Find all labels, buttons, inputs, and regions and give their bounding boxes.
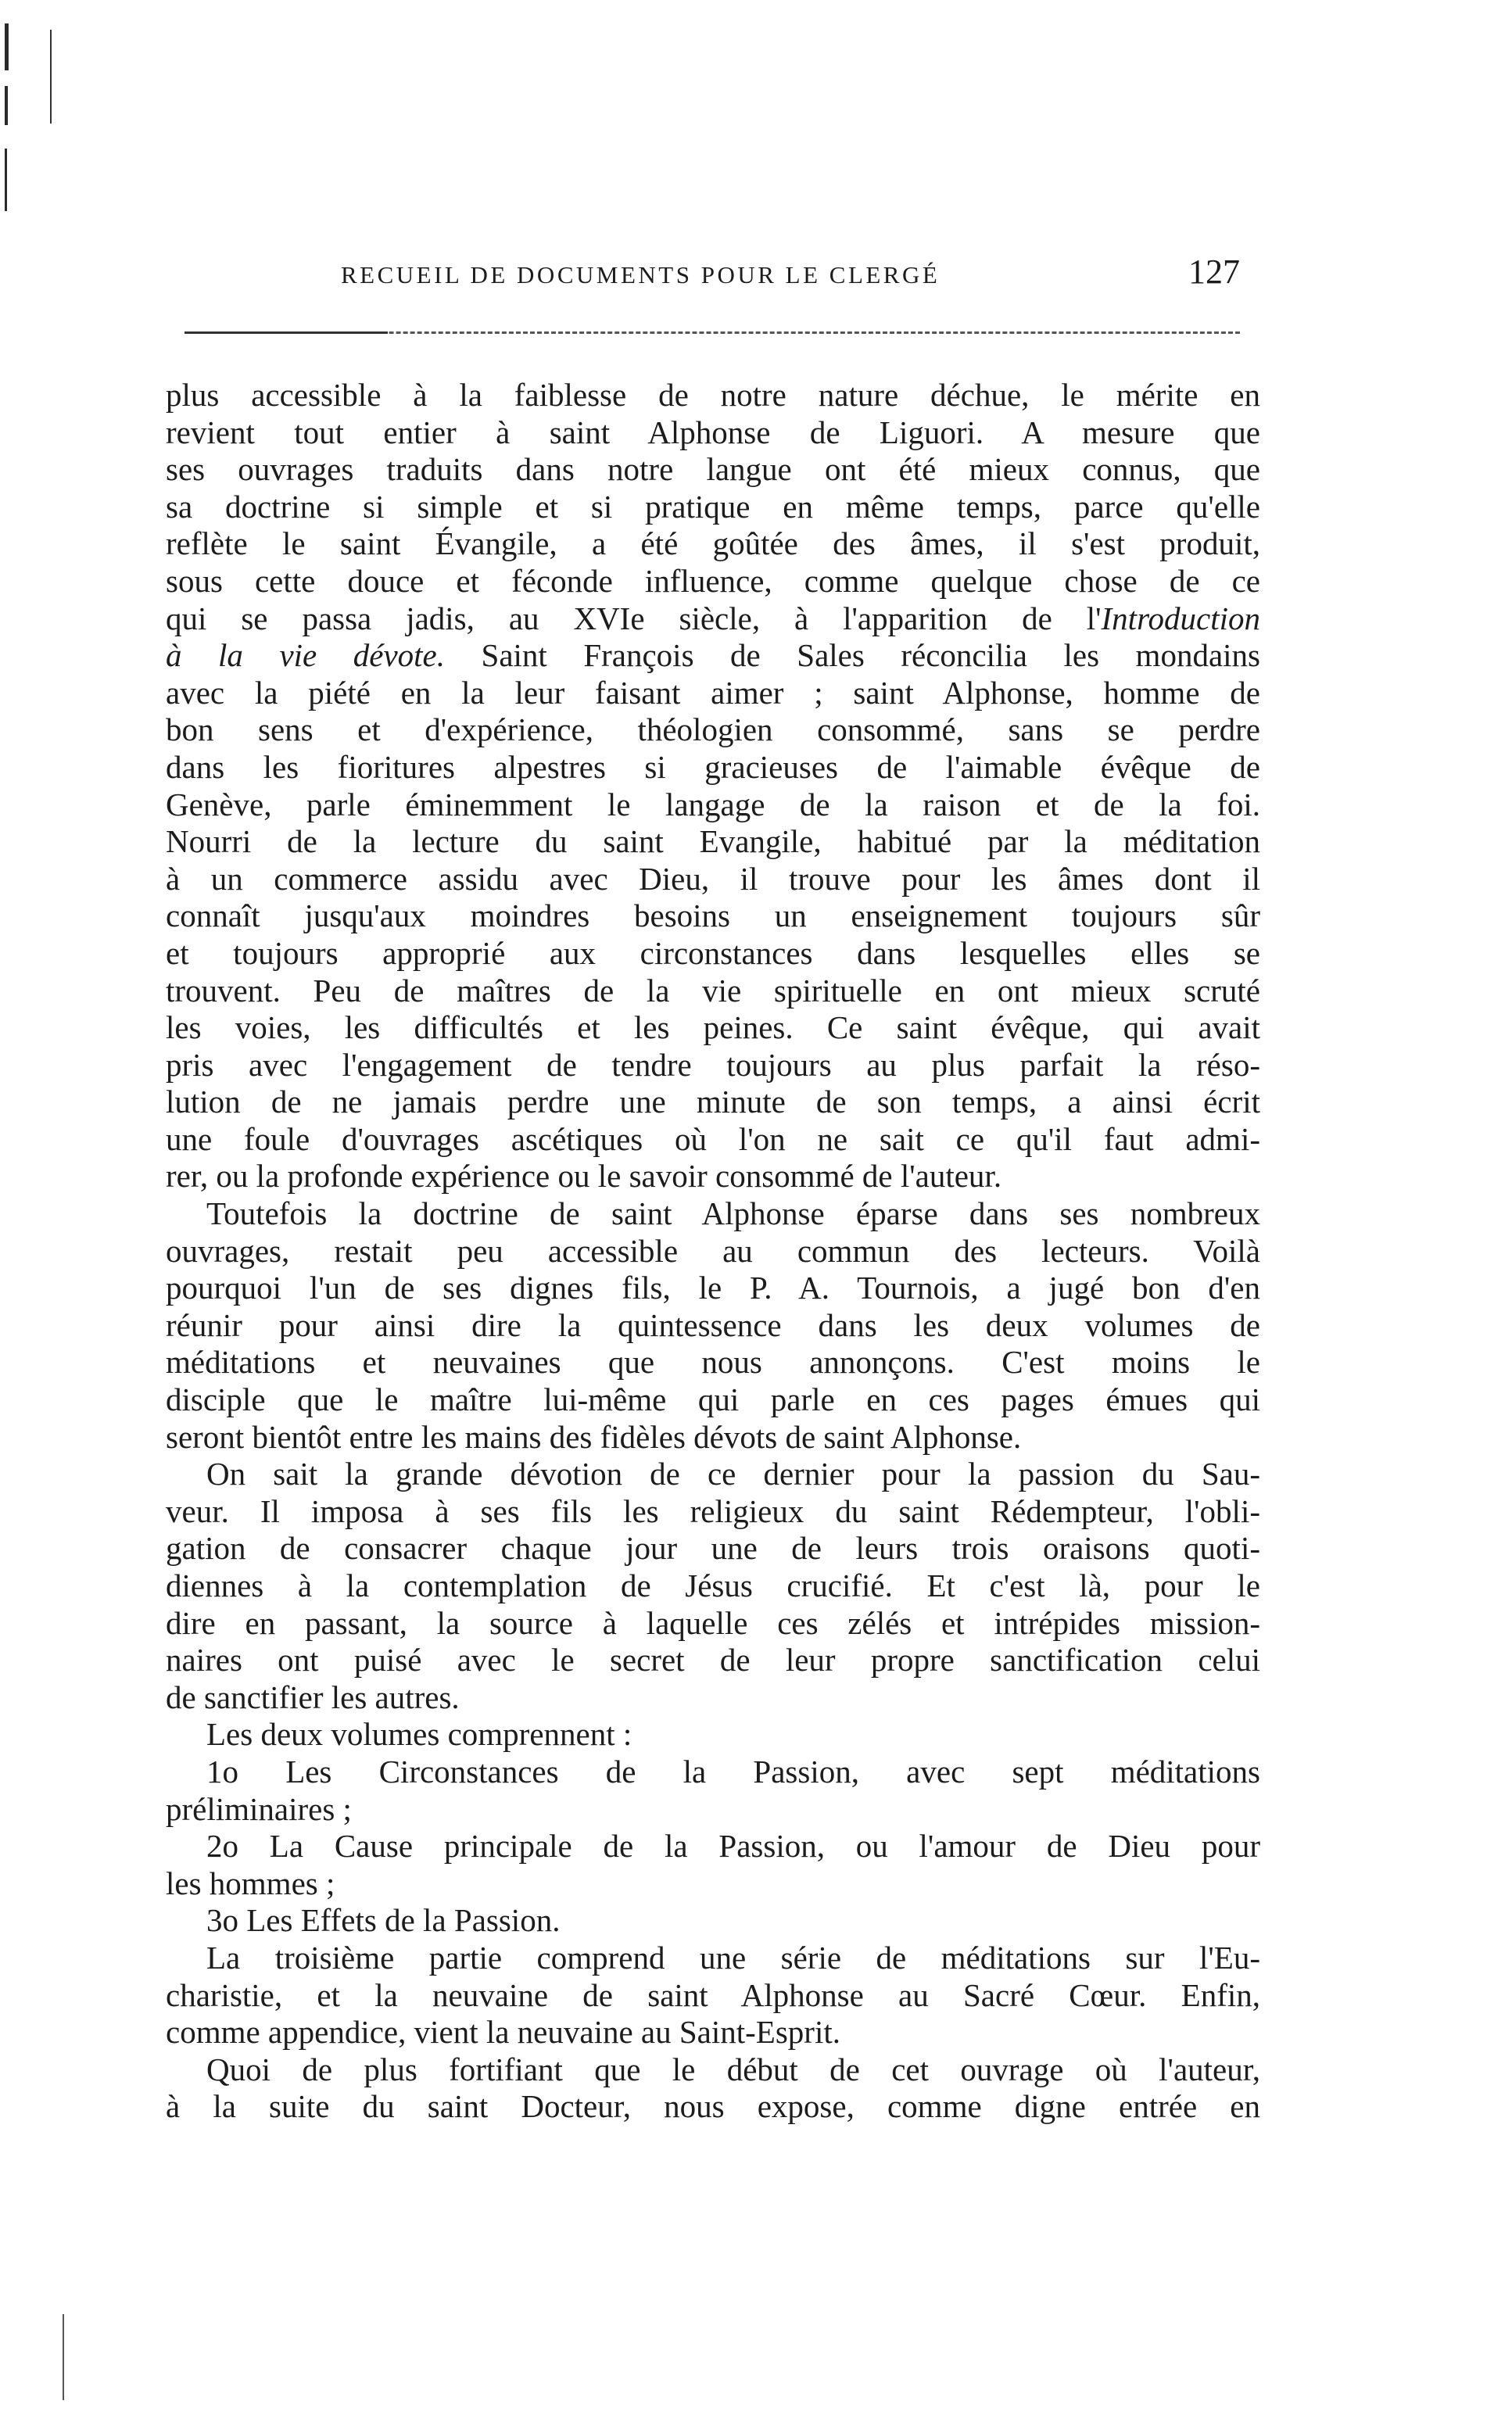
text-line: rer, ou la profonde expérience ou le savoir consommé de l'auteur.: [166, 1158, 1002, 1195]
italic-title-fragment: Introduction: [1101, 600, 1260, 636]
body-text: [166, 377, 1260, 2126]
text-line: pourquoi l'un de ses dignes fils, le P. A. Tournois, a jugé bon d'en: [166, 1270, 1260, 1306]
text-line: Les deux volumes comprennent :: [206, 1716, 632, 1753]
text-line: Quoi de plus fortifiant que le début de cet ouvrage où l'auteur,: [206, 2051, 1260, 2087]
text-line: ses ouvrages traduits dans notre langue ont été mieux connus, que: [166, 451, 1260, 488]
text-line: On sait la grande dévotion de ce dernier pour la passion du Sau-: [206, 1456, 1260, 1492]
text-line: La troisième partie comprend une série de méditations sur l'Eu-: [206, 1939, 1260, 1976]
text-line: avec la piété en la leur faisant aimer ; saint Alphonse, homme de: [166, 674, 1260, 711]
scan-mark: [5, 23, 9, 70]
text-line: disciple que le maître lui-même qui parle en ces pages émues qui: [166, 1381, 1260, 1418]
text-line: trouvent. Peu de maîtres de la vie spirituelle en ont mieux scruté: [166, 972, 1260, 1009]
text-line: préliminaires ;: [166, 1790, 352, 1827]
text-line: Toutefois la doctrine de saint Alphonse éparse dans ses nombreux: [206, 1195, 1260, 1232]
text-line: connaît jusqu'aux moindres besoins un enseignement toujours sûr: [166, 898, 1260, 934]
text-line: et toujours approprié aux circonstances dans lesquelles elles se: [166, 934, 1260, 971]
text-line: de sanctifier les autres.: [166, 1679, 460, 1715]
text-line: dire en passant, la source à laquelle ces zélés et intrépides mission-: [166, 1604, 1260, 1641]
text-fragment: Saint François de Sales réconcilia les mondains: [445, 637, 1260, 674]
text-line: Genève, parle éminemment le langage de la raison et de la foi.: [166, 786, 1260, 822]
text-line: à la suite du saint Docteur, nous expose, comme digne entrée en: [166, 2088, 1260, 2125]
text-fragment: qui se passa jadis, au XVIe siècle, à l'apparition de l': [166, 600, 1102, 636]
text-line: seront bientôt entre les mains des fidèles dévots de saint Alphonse.: [166, 1418, 1022, 1455]
header-rule-solid: [185, 331, 388, 334]
text-line: Nourri de la lecture du saint Evangile, habitué par la méditation: [166, 823, 1260, 860]
text-line: sous cette douce et féconde influence, comme quelque chose de ce: [166, 562, 1260, 599]
text-line: les voies, les difficultés et les peines. Ce saint évêque, qui avait: [166, 1009, 1260, 1046]
text-line: 3o Les Effets de la Passion.: [206, 1902, 561, 1939]
text-line: comme appendice, vient la neuvaine au Saint-Esprit.: [166, 2014, 840, 2051]
text-line: dans les fioritures alpestres si gracieuses de l'aimable évêque de: [166, 748, 1260, 785]
scan-mark: [5, 86, 8, 125]
text-line-with-title: [166, 600, 1260, 638]
running-title: RECUEIL DE DOCUMENTS POUR LE CLERGÉ: [341, 261, 941, 288]
scan-mark: [50, 30, 52, 124]
text-line: plus accessible à la faiblesse de notre nature déchue, le mérite en: [166, 377, 1260, 413]
scan-edge-marks: [0, 16, 11, 211]
text-line: bon sens et d'expérience, théologien consommé, sans se perdre: [166, 711, 1260, 748]
text-line: méditations et neuvaines que nous annonçons. C'est moins le: [166, 1344, 1260, 1381]
text-line: pris avec l'engagement de tendre toujours au plus parfait la réso-: [166, 1046, 1260, 1083]
page-number: 127: [1188, 253, 1240, 291]
text-line: charistie, et la neuvaine de saint Alphonse au Sacré Cœur. Enfin,: [166, 1976, 1260, 2013]
text-line: naires ont puisé avec le secret de leur propre sanctification celui: [166, 1642, 1260, 1679]
text-line: 1o Les Circonstances de la Passion, avec sept méditations: [206, 1753, 1260, 1790]
scan-mark: [63, 2314, 64, 2400]
text-line: une foule d'ouvrages ascétiques où l'on ne sait ce qu'il faut admi-: [166, 1120, 1260, 1157]
text-line: 2o La Cause principale de la Passion, ou l'amour de Dieu pour: [206, 1828, 1260, 1865]
text-line: ouvrages, restait peu accessible au commun des lecteurs. Voilà: [166, 1232, 1260, 1269]
text-line: lution de ne jamais perdre une minute de son temps, a ainsi écrit: [166, 1084, 1260, 1120]
text-line: réunir pour ainsi dire la quintessence dans les deux volumes de: [166, 1306, 1260, 1343]
text-line: sa doctrine si simple et si pratique en même temps, parce qu'elle: [166, 488, 1260, 525]
scan-mark: [5, 149, 7, 211]
text-line: reflète le saint Évangile, a été goûtée des âmes, il s'est produit,: [166, 525, 1260, 562]
italic-title-fragment: à la vie dévote.: [166, 637, 445, 674]
text-line: gation de consacrer chaque jour une de leurs trois oraisons quoti-: [166, 1530, 1260, 1567]
header-rule: [185, 331, 1240, 334]
text-line: veur. Il imposa à ses fils les religieux du saint Rédempteur, l'obli-: [166, 1492, 1260, 1529]
text-line: diennes à la contemplation de Jésus crucifié. Et c'est là, pour le: [166, 1567, 1260, 1603]
running-head: [341, 252, 1240, 299]
text-line: les hommes ;: [166, 1865, 335, 1901]
text-line-with-title: [166, 637, 1260, 675]
text-line: revient tout entier à saint Alphonse de Liguori. A mesure que: [166, 414, 1260, 450]
text-line: à un commerce assidu avec Dieu, il trouve pour les âmes dont il: [166, 860, 1260, 897]
